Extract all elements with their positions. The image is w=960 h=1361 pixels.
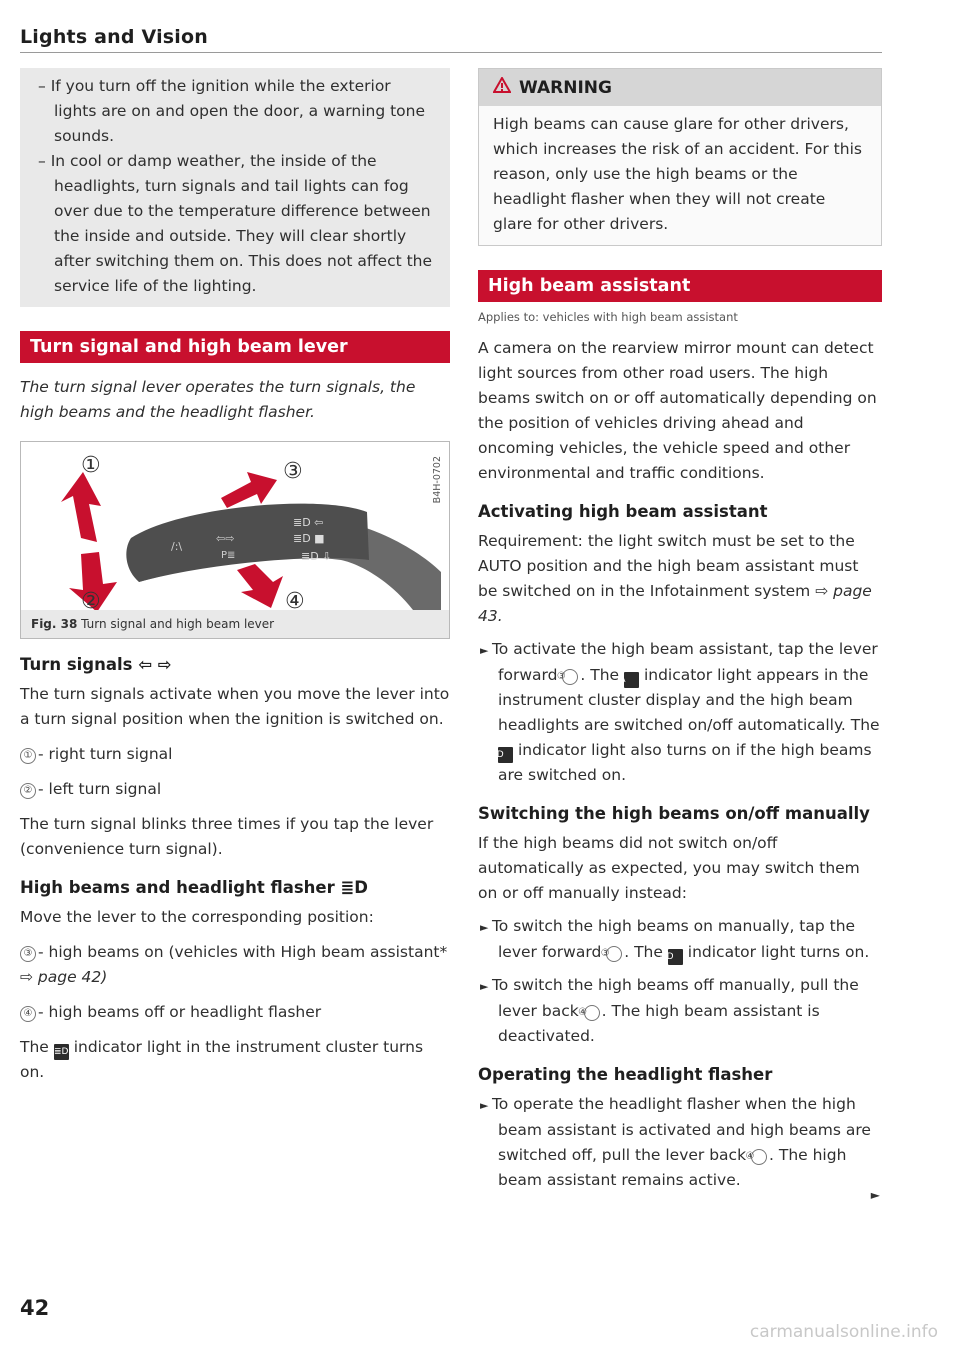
warning-header: [479, 69, 881, 106]
note-item: – If you turn off the ignition while the exterior lights are on and open the door, a warning tone sounds.: [34, 74, 436, 149]
turn-signals-body: The turn signals activate when you move the lever into a turn signal position when the ignition is switched on.: [20, 685, 450, 728]
high-beam-symbol-icon: ≣D ⇦: [293, 516, 324, 529]
high-beams-body: Move the lever to the corresponding position:: [20, 908, 374, 926]
high-beam-indicator-text: The ≣D indicator light in the instrument cluster turns on.: [20, 1038, 424, 1081]
page-header-title: Lights and Vision: [20, 26, 209, 48]
arrow-back-icon: [237, 564, 283, 608]
page-ref-42[interactable]: ⇨ page 42): [20, 968, 108, 986]
high-beam-indicator-icon: ≣D: [54, 1044, 69, 1060]
park-light-symbol-icon: P≣: [221, 550, 236, 561]
section-title-turn-signal-lever: Turn signal and high beam lever: [20, 331, 450, 363]
callout-1-inline: ①: [20, 748, 36, 764]
lever-illustration: [21, 442, 449, 610]
figure-caption-text: Turn signal and high beam lever: [81, 617, 275, 631]
turn-signal-item-left: ② - left turn signal: [20, 777, 450, 802]
high-beam-assist-symbol-icon: ≣D ■: [293, 532, 325, 545]
callout-3: ③: [283, 459, 303, 484]
high-beam-indicator-icon: ≣D: [668, 949, 683, 965]
manual-steps: [478, 914, 882, 1049]
turn-signal-item-right: ① - right turn signal: [20, 742, 450, 767]
note-box: [20, 68, 450, 307]
section-title-high-beam-assistant: High beam assistant: [478, 270, 882, 302]
heading-turn-signals: Turn signals ⇦ ⇨: [20, 655, 172, 674]
high-beam-item-on: ③ - high beams on (vehicles with High beam assistant* ⇨ page 42): [20, 943, 448, 986]
heading-activating-assistant: Activating high beam assistant: [478, 502, 768, 521]
callout-4-inline: ④: [584, 1005, 600, 1021]
heading-headlight-flasher: Operating the headlight flasher: [478, 1065, 773, 1084]
flasher-steps: [478, 1092, 882, 1193]
heading-manual-switching: Switching the high beams on/off manually: [478, 804, 870, 823]
figure-code: B4H-0702: [432, 456, 443, 504]
page-ref-43[interactable]: ⇨ page 43.: [478, 582, 872, 625]
list-item: ► To operate the headlight flasher when the high beam assistant is activated and high beams are switched off, pull the lever back ④ . The high beam assistant remains active.: [478, 1092, 882, 1193]
figure-turn-signal-lever: [20, 441, 450, 639]
list-item: ► To switch the high beams off manually, pull the lever back ④ . The high beam assistant is deactivated.: [478, 973, 882, 1049]
arrow-up-left-icon: [61, 472, 101, 542]
warning-title: WARNING: [519, 78, 612, 98]
callout-4: ④: [285, 589, 305, 610]
wiper-symbol-icon: /:\: [171, 540, 183, 553]
high-beam-assistant-intro: A camera on the rearview mirror mount can detect light sources from other road users. The high beams switch on or off automatically depending on the position of vehicles driving ahead and oncoming vehicles, the vehicle speed and other environmental and traffic conditions.: [478, 339, 877, 482]
watermark: carmanualsonline.info: [749, 1322, 938, 1342]
note-item: – In cool or damp weather, the inside of the headlights, turn signals and tail lights can fog over due to the temperature difference between the inside and outside. They will clear shortly after switching them on. This does not affect the service life of the lighting.: [34, 149, 436, 299]
manual-body: If the high beams did not switch on/off automatically as expected, you may switch them on or off manually instead:: [478, 834, 860, 902]
section-intro: The turn signal lever operates the turn signals, the high beams and the headlight flasher.: [20, 378, 416, 421]
applies-to-text: Applies to: vehicles with high beam assistant: [478, 310, 738, 324]
high-beam-item-off: ④ - high beams off or headlight flasher: [20, 1000, 450, 1025]
header-rule: [20, 52, 882, 53]
heading-high-beams: High beams and headlight flasher ≣D: [20, 878, 369, 897]
warning-triangle-icon: [493, 77, 511, 98]
high-beam-assist-indicator-icon: A: [624, 672, 639, 688]
high-beam-indicator-icon: ≣D: [498, 747, 513, 763]
callout-3-inline: ③: [20, 946, 36, 962]
activation-steps: [478, 637, 882, 788]
figure-caption-label: Fig. 38: [31, 617, 78, 631]
callout-2-inline: ②: [20, 783, 36, 799]
list-item: ► To activate the high beam assistant, tap the lever forward ③ . The A indicator light appears in the instrument cluster display and the high beam headlights are switched on/off automatically. The ≣D indicator light also turns on if the high beams are switched on.: [478, 637, 882, 788]
warning-body: High beams can cause glare for other drivers, which increases the risk of an accident. For this reason, only use the high beams or the headlight flasher when they will not create glare for other drivers.: [479, 106, 881, 245]
left-column: [20, 68, 450, 1085]
activation-requirement: Requirement: the light switch must be set to the AUTO position and the high beam assistant must be switched on in the Infotainment system ⇨ page 43.: [478, 532, 872, 625]
convenience-turn-signal-text: The turn signal blinks three times if you tap the lever (convenience turn signal).: [20, 815, 434, 858]
callout-4-inline: ④: [751, 1149, 767, 1165]
warning-box: [478, 68, 882, 246]
page-number: 42: [20, 1296, 50, 1320]
flasher-symbol-icon: ≣D ⇩: [301, 550, 332, 563]
callout-3-inline: ③: [562, 669, 578, 685]
callout-1: ①: [81, 453, 101, 478]
arrow-forward-icon: [221, 472, 277, 508]
callout-3-inline: ③: [606, 946, 622, 962]
callout-4-inline: ④: [20, 1006, 36, 1022]
figure-caption: [21, 610, 449, 638]
list-item: ► To switch the high beams on manually, tap the lever forward ③ . The ≣D indicator light turns on.: [478, 914, 882, 965]
callout-2: ②: [81, 589, 101, 610]
continue-arrow-icon: ►: [870, 1188, 880, 1202]
right-column: [478, 68, 882, 1268]
turn-arrows-symbol-icon: ⇦⇨: [216, 532, 235, 545]
